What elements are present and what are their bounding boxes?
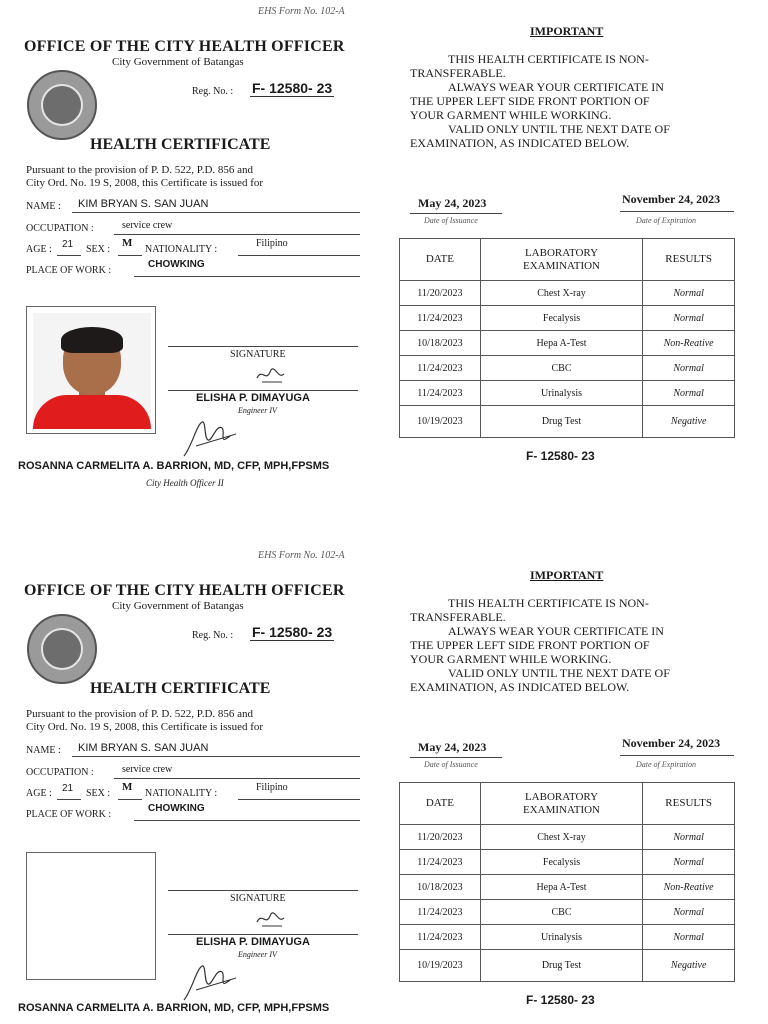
lab-exam-header: LABORATORY EXAMINATION (480, 239, 642, 281)
nationality-label: NATIONALITY : (145, 244, 218, 255)
occupation-label: OCCUPATION : (26, 223, 94, 234)
table-row: 11/24/2023 Urinalysis Normal (400, 381, 735, 406)
holder-occupation: service crew (122, 220, 173, 231)
officer-name: ROSANNA CARMELITA A. BARRION, MD, CFP, MPH,FPSMS (18, 460, 330, 472)
reg-no-value: F- 12580- 23 (252, 80, 333, 96)
nationality-label: NATIONALITY : (145, 788, 218, 799)
table-row: 11/24/2023 Urinalysis Normal (400, 925, 735, 950)
table-row: 11/20/2023 Chest X-ray Normal (400, 281, 735, 306)
engineer-signature (254, 908, 288, 930)
occupation-label: OCCUPATION : (26, 767, 94, 778)
table-row: 11/24/2023 Fecalysis Normal (400, 306, 735, 331)
holder-name: KIM BRYAN S. SAN JUAN (78, 198, 209, 210)
results-header: RESULTS (643, 783, 735, 825)
table-row: 11/20/2023 Chest X-ray Normal (400, 825, 735, 850)
id-photo (26, 306, 156, 434)
signature-caption: SIGNATURE (230, 349, 286, 360)
date-of-expiration-label: Date of Expiration (636, 216, 696, 225)
date-of-expiration: November 24, 2023 (622, 736, 721, 750)
engineer-title: Engineer IV (238, 406, 277, 415)
holder-occupation: service crew (122, 764, 173, 775)
footer-reg-no: F- 12580- 23 (526, 993, 595, 1007)
officer-signature (178, 416, 238, 460)
table-row: 10/19/2023 Drug Test Negative (400, 950, 735, 982)
date-of-expiration: November 24, 2023 (622, 192, 721, 206)
table-row: 10/18/2023 Hepa A-Test Non-Reative (400, 875, 735, 900)
officer-signature (178, 960, 238, 1004)
age-label: AGE : (26, 788, 52, 799)
important-heading: IMPORTANT (530, 568, 604, 582)
intro-line-1: Pursuant to the provision of P. D. 522, P.D. 856 and (26, 708, 254, 720)
place-of-work-label: PLACE OF WORK : (26, 809, 112, 820)
signature-caption: SIGNATURE (230, 893, 286, 904)
holder-sex: M (122, 781, 133, 793)
table-row: 11/24/2023 Fecalysis Normal (400, 850, 735, 875)
form-number: EHS Form No. 102-A (258, 550, 345, 561)
date-header: DATE (400, 239, 481, 281)
lab-results-table (399, 782, 735, 982)
date-of-issuance-label: Date of Issuance (424, 760, 478, 769)
footer-reg-no: F- 12580- 23 (526, 449, 595, 463)
intro-line-2: City Ord. No. 19 S, 2008, this Certificate is issued for (26, 177, 264, 189)
intro-line-2: City Ord. No. 19 S, 2008, this Certificate is issued for (26, 721, 264, 733)
results-header: RESULTS (643, 239, 735, 281)
name-label: NAME : (26, 745, 61, 756)
date-of-issuance-label: Date of Issuance (424, 216, 478, 225)
name-label: NAME : (26, 201, 61, 212)
health-certificate-copy-2 (0, 544, 768, 1024)
certificate-title: HEALTH CERTIFICATE (90, 680, 271, 697)
important-notes: THIS HEALTH CERTIFICATE IS NON- TRANSFERABLE. ALWAYS WEAR YOUR CERTIFICATE IN THE UPPER LEFT SIDE FRONT PORTION OF YOUR GARMENT WHILE WORKING. VALID ONLY UNTIL THE NEXT DATE OF EXAMINATION, AS INDICATED BELOW. (410, 52, 670, 150)
office-title: OFFICE OF THE CITY HEALTH OFFICER (24, 582, 345, 599)
holder-sex: M (122, 237, 133, 249)
officer-name: ROSANNA CARMELITA A. BARRION, MD, CFP, MPH,FPSMS (18, 1002, 330, 1014)
table-row: 10/18/2023 Hepa A-Test Non-Reative (400, 331, 735, 356)
holder-nationality: Filipino (256, 238, 288, 249)
table-header-row (400, 783, 735, 825)
date-header: DATE (400, 783, 481, 825)
table-row: 11/24/2023 CBC Normal (400, 356, 735, 381)
holder-name: KIM BRYAN S. SAN JUAN (78, 742, 209, 754)
form-number: EHS Form No. 102-A (258, 6, 345, 17)
certificate-title: HEALTH CERTIFICATE (90, 136, 271, 153)
date-of-issuance: May 24, 2023 (418, 740, 487, 754)
important-notes: THIS HEALTH CERTIFICATE IS NON- TRANSFERABLE. ALWAYS WEAR YOUR CERTIFICATE IN THE UPPER LEFT SIDE FRONT PORTION OF YOUR GARMENT WHILE WORKING. VALID ONLY UNTIL THE NEXT DATE OF EXAMINATION, AS INDICATED BELOW. (410, 596, 670, 694)
reg-no-label: Reg. No. : (192, 86, 234, 97)
lab-results-table (399, 238, 735, 438)
age-label: AGE : (26, 244, 52, 255)
city-health-office-seal (27, 70, 97, 140)
date-of-expiration-label: Date of Expiration (636, 760, 696, 769)
engineer-title: Engineer IV (238, 950, 277, 959)
holder-place-of-work: CHOWKING (148, 803, 205, 814)
place-of-work-label: PLACE OF WORK : (26, 265, 112, 276)
city-health-office-seal (27, 614, 97, 684)
id-photo-placeholder (26, 852, 156, 980)
holder-nationality: Filipino (256, 782, 288, 793)
intro-line-1: Pursuant to the provision of P. D. 522, P.D. 856 and (26, 164, 254, 176)
holder-age: 21 (62, 783, 74, 794)
office-title: OFFICE OF THE CITY HEALTH OFFICER (24, 38, 345, 55)
holder-age: 21 (62, 239, 74, 250)
table-row: 11/24/2023 CBC Normal (400, 900, 735, 925)
table-header-row (400, 239, 735, 281)
date-of-issuance: May 24, 2023 (418, 196, 487, 210)
engineer-name: ELISHA P. DIMAYUGA (196, 936, 310, 948)
engineer-signature (254, 364, 288, 386)
city-government: City Government of Batangas (112, 600, 244, 612)
important-heading: IMPORTANT (530, 24, 604, 38)
engineer-name: ELISHA P. DIMAYUGA (196, 392, 310, 404)
table-row: 10/19/2023 Drug Test Negative (400, 406, 735, 438)
reg-no-value: F- 12580- 23 (252, 624, 333, 640)
officer-title: City Health Officer II (146, 478, 224, 488)
sex-label: SEX : (86, 244, 111, 255)
lab-exam-header: LABORATORY EXAMINATION (480, 783, 642, 825)
holder-place-of-work: CHOWKING (148, 259, 205, 270)
reg-no-label: Reg. No. : (192, 630, 234, 641)
city-government: City Government of Batangas (112, 56, 244, 68)
sex-label: SEX : (86, 788, 111, 799)
